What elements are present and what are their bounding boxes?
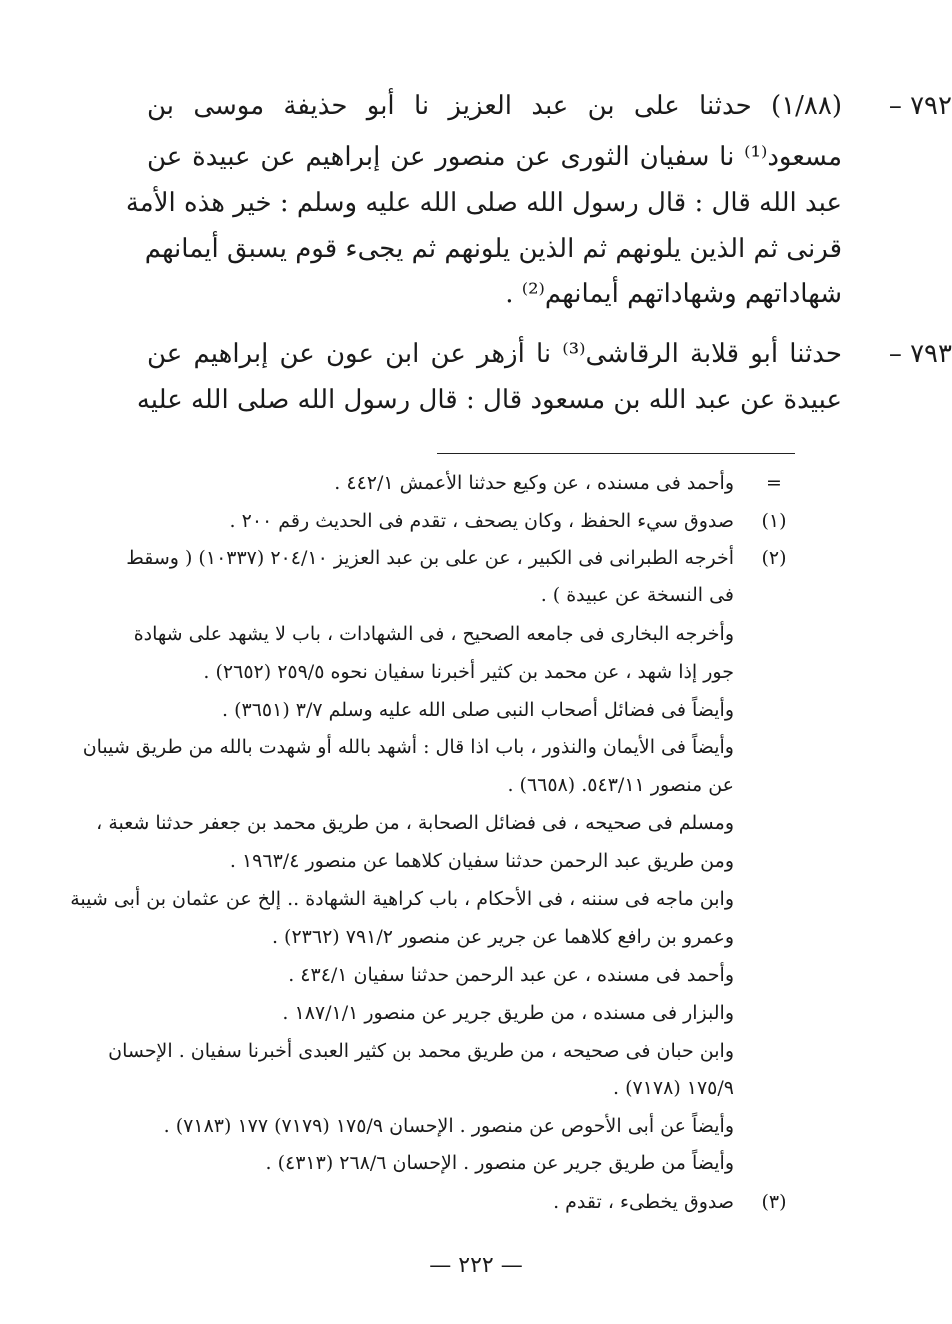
footnote-line: صدوق سيء الحفظ ، وكان يصحف ، تقدم فى الحديث رقم ٢٠٠ . [229,510,734,532]
page-number: — ٢٢٢ — [429,1253,523,1278]
footnote-line: وأخرجه البخارى فى جامعه الصحيح ، فى الشهادات ، باب لا يشهد على شهادة [133,623,734,645]
footnote-continuation-mark: = [766,472,782,494]
footnote-line: وأحمد فى مسنده ، عن وكيع حدثنا الأعمش ٤٤٢/١ . [334,472,734,494]
footnote-line: صدوق يخطىء ، تقدم . [553,1191,734,1213]
footnote-line: وابن ماجه فى سننه ، فى الأحكام ، باب كراهية الشهادة .. إلخ عن عثمان بن أبى شيبة [70,888,734,910]
footnote-line: وعمرو بن رافع كلاهما عن جرير عن منصور ٧٩١/٢ (٢٣٦٢) . [271,926,734,948]
footnote-mark-1: (١) [761,510,787,532]
footnote-line: وأيضاً فى الأيمان والنذور ، باب اذا قال : أشهد بالله أو شهدت بالله من طريق شيبان [82,736,734,758]
footnote-line: ١٧٥/٩ (٧١٧٨) . [612,1077,734,1099]
hadith-number: ٧٩٣ – [888,339,952,369]
hadith-text-line: حدثنا أبو قلابة الرقاشى⁽³⁾ نا أزهر عن ابن عون عن إبراهيم عن [147,339,842,369]
hadith-text-line: شهاداتهم وشهاداتهم أيمانهم⁽²⁾ . [505,279,842,309]
footnote-line: أخرجه الطبرانى فى الكبير ، عن على بن عبد العزيز ٢٠٤/١٠ (١٠٣٣٧) ( وسقط [126,547,734,569]
hadith-number: ٧٩٢ – [888,91,952,121]
footnote-line: وأيضاً عن أبى الأحوص عن منصور . الإحسان ١٧٥/٩ (٧١٧٩) ١٧٧ (٧١٨٣) . [163,1115,734,1137]
footnote-line: عن منصور ٥٤٣/١١. (٦٦٥٨) . [507,774,734,796]
footnote-mark-2: (٢) [761,547,787,569]
hadith-text-line: عبد الله قال : قال رسول الله صلى الله عليه وسلم : خير هذه الأمة [125,188,842,218]
footnote-line: وأيضاً فى فضائل أصحاب النبى صلى الله عليه وسلم ٣/٧ (٣٦٥١) . [221,699,734,721]
hadith-text-line: قرنى ثم الذين يلونهم ثم الذين يلونهم ثم يجىء قوم يسبق أيمانهم [144,234,842,264]
footnote-mark-3: (٣) [761,1191,787,1213]
footnote-line: والبزار فى مسنده ، من طريق جرير عن منصور ١٨٧/١/١ . [282,1002,734,1024]
hadith-text-line: مسعود⁽¹⁾ نا سفيان الثورى عن منصور عن إبراهيم عن عبيدة عن [147,142,842,172]
footnote-line: وأحمد فى مسنده ، عن عبد الرحمن حدثنا سفيان ٤٣٤/١ . [288,964,734,986]
footnote-line: وأيضاً من طريق جرير عن منصور . الإحسان ٢٦٨/٦ (٤٣١٣) . [265,1152,734,1174]
hadith-text-line: عبيدة عن عبد الله بن مسعود قال : قال رسول الله صلى الله عليه [136,385,842,415]
footnote-line: ومسلم فى صحيحه ، فى فضائل الصحابة ، من طريق محمد بن جعفر حدثنا شعبة ، [96,812,734,834]
footnote-separator [437,453,795,454]
footnote-line: ومن طريق عبد الرحمن حدثنا سفيان كلاهما عن منصور ١٩٦٣/٤ . [229,850,734,872]
footnote-line: جور إذا شهد ، عن محمد بن كثير أخبرنا سفيان نحوه ٢٥٩/٥ (٢٦٥٢) . [203,661,734,683]
footnote-line: وابن حبان فى صحيحه ، من طريق محمد بن كثير العبدى أخبرنا سفيان . الإحسان [108,1040,734,1062]
footnote-line: فى النسخة عن عبيدة ) . [540,584,734,606]
hadith-text-line: (١/٨٨) حدثنا على بن عبد العزيز نا أبو حذيفة موسى بن [147,91,842,121]
